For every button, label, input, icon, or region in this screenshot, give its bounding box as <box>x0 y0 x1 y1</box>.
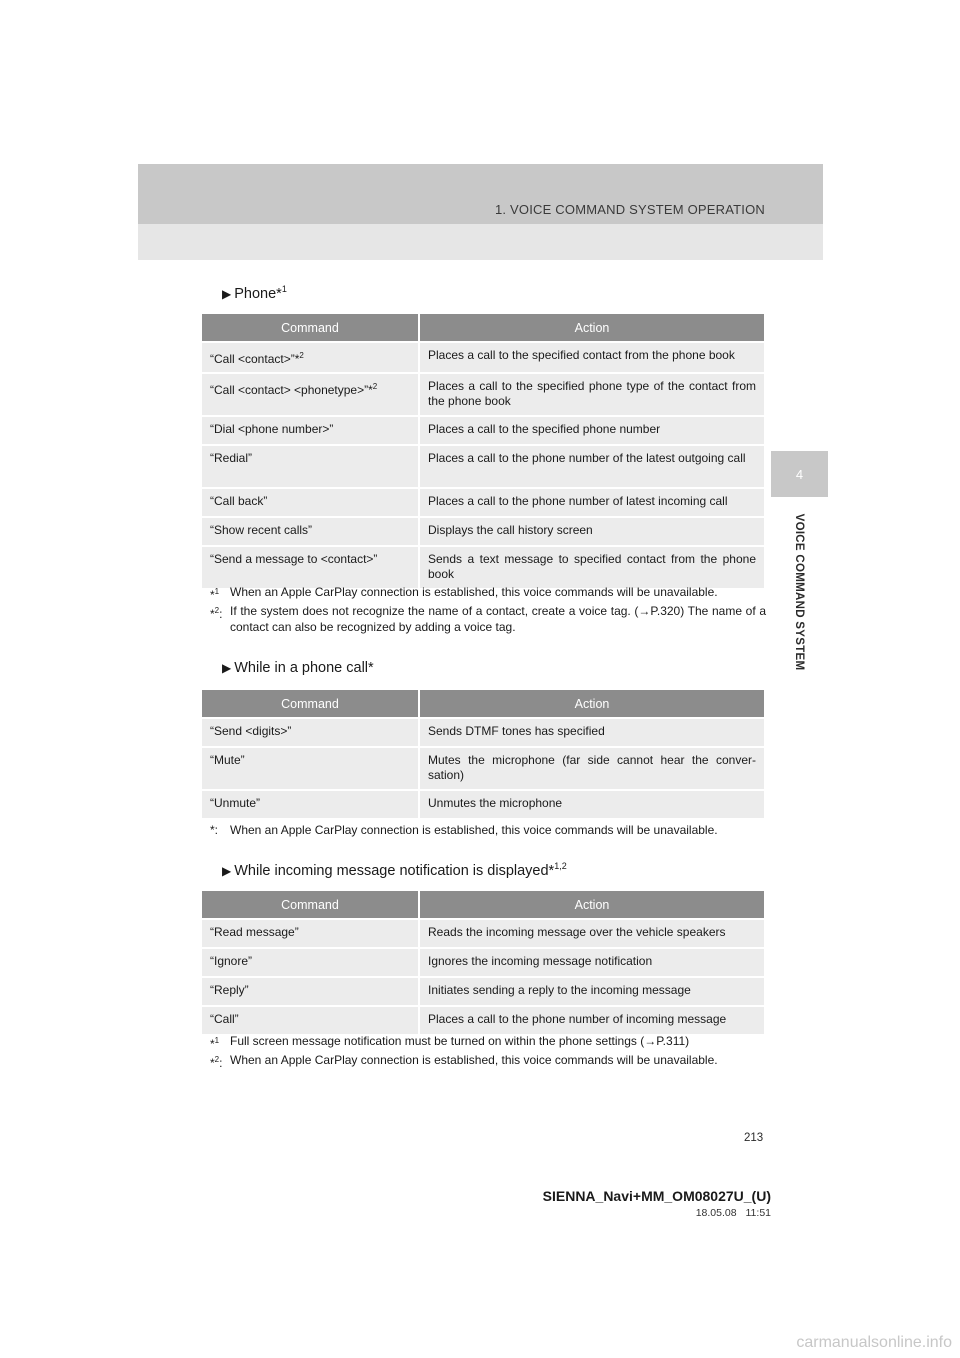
header-title: 1. VOICE COMMAND SYSTEM OPERATION <box>494 202 765 217</box>
column-header-action: Action <box>420 690 764 717</box>
column-header-command: Command <box>202 891 420 918</box>
action-cell: Displays the call history screen <box>420 516 764 545</box>
command-cell: “Call” <box>202 1005 420 1034</box>
arrow-right-icon: ▶ <box>222 863 232 878</box>
command-cell: “Ignore” <box>202 947 420 976</box>
in-call-footnotes <box>210 822 766 838</box>
in-call-command-table <box>202 690 764 818</box>
table-row <box>202 545 764 588</box>
message-footnotes <box>210 1033 766 1071</box>
table-row <box>202 341 764 372</box>
header-subband <box>138 224 823 260</box>
table-row <box>202 918 764 947</box>
header-band <box>138 164 823 224</box>
table-row <box>202 789 764 818</box>
phone-command-table <box>202 314 764 588</box>
message-command-table <box>202 891 764 1034</box>
footnote: *: When an Apple CarPlay connection is established, this voice commands will be unavailable. <box>210 823 718 837</box>
chapter-number: 4 <box>795 466 804 482</box>
section-heading-in-call <box>222 660 374 676</box>
action-cell: Places a call to the specified phone number <box>420 415 764 444</box>
action-cell: Sends a text message to specified contact from the phone book <box>420 545 764 588</box>
command-cell: “Send <digits>” <box>202 717 420 746</box>
command-cell: “Show recent calls” <box>202 516 420 545</box>
table-row <box>202 372 764 415</box>
column-header-action: Action <box>420 314 764 341</box>
footnote: *$^1$ When an Apple CarPlay connection is established, this voice commands will be unavailable. <box>210 585 718 602</box>
action-cell: Unmutes the microphone <box>420 789 764 818</box>
print-time: 11:51 <box>745 1207 771 1219</box>
command-cell: “Unmute” <box>202 789 420 818</box>
table-row <box>202 444 764 487</box>
table-row <box>202 1005 764 1034</box>
action-cell: Ignores the incoming message notification <box>420 947 764 976</box>
print-timestamp <box>696 1207 771 1219</box>
table-header-row <box>202 690 764 717</box>
command-cell: “Call <contact> <phonetype>”*$^2$ <box>202 372 420 415</box>
table-header-row <box>202 891 764 918</box>
table-row <box>202 976 764 1005</box>
heading-superscript: 1,2 <box>554 861 567 871</box>
command-cell: “Call back” <box>202 487 420 516</box>
arrow-right-icon: ▶ <box>222 661 232 675</box>
arrow-right-icon: ▶ <box>222 286 232 301</box>
action-cell: Reads the incoming message over the vehicle speakers <box>420 918 764 947</box>
table-row <box>202 717 764 746</box>
command-cell: “Mute” <box>202 746 420 789</box>
table-row <box>202 746 764 789</box>
action-cell: Places a call to the phone number of incoming message <box>420 1005 764 1034</box>
section-heading-phone <box>222 284 287 302</box>
command-cell: “Read message” <box>202 918 420 947</box>
section-heading-text: While in a phone call* <box>234 660 374 676</box>
section-heading-text: While incoming message notification is displayed* <box>234 862 555 879</box>
table-row <box>202 487 764 516</box>
section-heading-incoming-message <box>222 861 567 879</box>
chapter-label: VOICE COMMAND SYSTEM <box>793 513 805 671</box>
heading-superscript: 1 <box>281 284 287 294</box>
footnote: *$^1$ Full screen message notification must be turned on within the phone settings (→P.311) <box>210 1034 690 1051</box>
action-cell: Places a call to the phone number of the latest outgoing call <box>420 444 764 487</box>
action-cell: Sends DTMF tones has specified <box>420 717 764 746</box>
table-header-row <box>202 314 764 341</box>
column-header-command: Command <box>202 690 420 717</box>
action-cell: Places a call to the phone number of latest incoming call <box>420 487 764 516</box>
footnote: *$^2$: If the system does not recognize the name of a contact, create a voice tag. (→P.320) The name of a contact can also be recognized by adding a voice tag. <box>210 604 766 634</box>
command-cell: “Reply” <box>202 976 420 1005</box>
command-cell: “Dial <phone number>” <box>202 415 420 444</box>
command-cell: “Call <contact>”*$^2$ <box>202 341 420 372</box>
column-header-action: Action <box>420 891 764 918</box>
page-number: 213 <box>744 1132 764 1144</box>
command-cell: “Send a message to <contact>” <box>202 545 420 588</box>
section-heading-text: Phone* <box>234 285 282 302</box>
action-cell: Mutes the microphone (far side cannot hear the conver-sation) <box>420 746 764 789</box>
table-row <box>202 516 764 545</box>
table-row <box>202 947 764 976</box>
document-code: SIENNA_Navi+MM_OM08027U_(U) <box>542 1188 771 1204</box>
action-cell: Places a call to the specified phone type of the contact from the phone book <box>420 372 764 415</box>
phone-footnotes <box>210 584 766 635</box>
footnote: *$^2$: When an Apple CarPlay connection is established, this voice commands will be unavailable. <box>210 1053 718 1070</box>
action-cell: Places a call to the specified contact from the phone book <box>420 341 764 372</box>
print-date: 18.05.08 <box>695 1207 737 1219</box>
table-row <box>202 415 764 444</box>
watermark: carmanualsonline.info <box>796 1334 952 1351</box>
action-cell: Initiates sending a reply to the incoming message <box>420 976 764 1005</box>
command-cell: “Redial” <box>202 444 420 487</box>
chapter-tab <box>771 451 828 497</box>
column-header-command: Command <box>202 314 420 341</box>
